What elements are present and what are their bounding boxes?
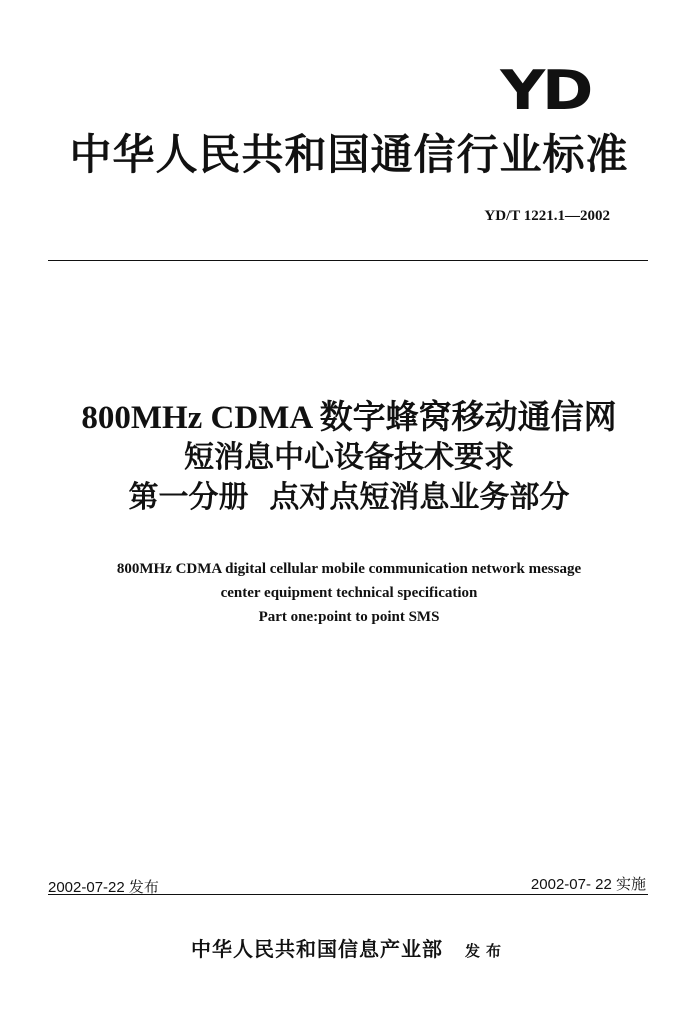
chinese-title-line-2: 短消息中心设备技术要求 xyxy=(184,440,514,475)
issuer-row xyxy=(0,933,698,962)
top-divider xyxy=(48,260,648,261)
issuing-authority: 中华人民共和国信息产业部 xyxy=(190,937,443,961)
english-title-line-2: center equipment technical specification xyxy=(220,585,478,601)
chinese-title-line-1: 800MHz CDMA 数字蜂窝移动通信网 xyxy=(81,400,617,436)
issuer-action: 发布 xyxy=(464,942,507,960)
english-title-line-1: 800MHz CDMA digital cellular mobile communication network message xyxy=(116,561,582,577)
chinese-title-block xyxy=(0,398,698,518)
issue-date: 2002-07-22 发布 xyxy=(48,879,159,896)
bottom-divider xyxy=(48,894,648,895)
english-title-block xyxy=(0,557,698,629)
english-title-line-3: Part one:point to point SMS xyxy=(258,609,440,625)
standard-title: 中华人民共和国通信行业标准 xyxy=(69,130,629,179)
chinese-title-line-3: 第一分册 点对点短消息业务部分 xyxy=(128,480,570,515)
implementation-date: 2002-07- 22 实施 xyxy=(530,876,646,893)
yd-logo: YD xyxy=(500,59,590,122)
standard-number: YD/T 1221.1—2002 xyxy=(484,208,610,224)
